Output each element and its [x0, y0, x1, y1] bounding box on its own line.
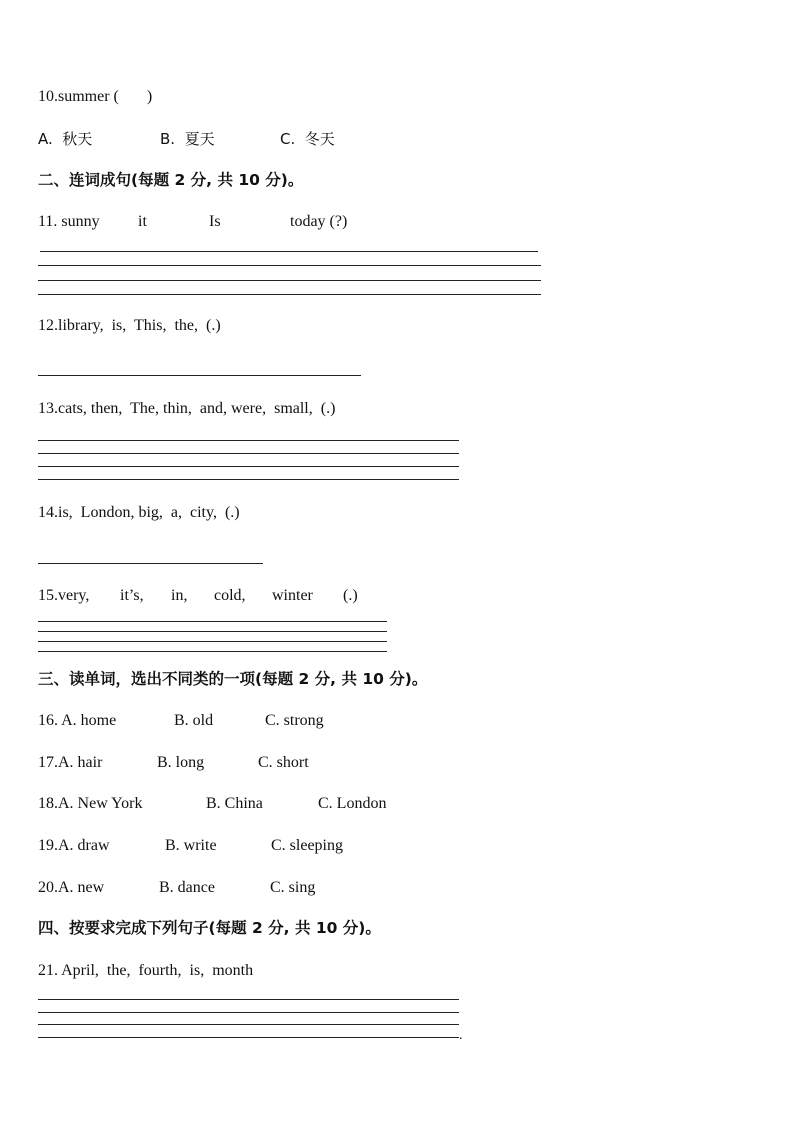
q15-answer-line-3[interactable] — [38, 641, 387, 642]
q21-answer-line-3[interactable] — [38, 1024, 459, 1025]
q18-option-c: C. London — [318, 795, 387, 812]
q15-answer-line-4[interactable] — [38, 651, 387, 652]
q17-option-a: 17.A. hair — [38, 754, 103, 771]
q15-answer-line-1[interactable] — [38, 621, 387, 622]
q11-answer-line-1[interactable] — [40, 251, 538, 252]
q18-option-a: 18.A. New York — [38, 795, 143, 812]
q15-word-1: 15.very, — [38, 587, 90, 604]
q21-answer-line-4[interactable] — [38, 1037, 459, 1038]
q14-answer-line[interactable] — [38, 563, 263, 564]
q16-option-c: C. strong — [265, 712, 324, 729]
q15-word-4: cold, — [214, 587, 246, 604]
q19-option-b: B. write — [165, 837, 217, 854]
q11-word-3: Is — [209, 213, 221, 230]
q21-end-period: . — [459, 1028, 463, 1043]
q15-word-6: (.) — [343, 587, 358, 604]
q11-answer-line-2[interactable] — [38, 265, 541, 266]
q17-option-b: B. long — [157, 754, 205, 771]
q11-word-4: today (?) — [290, 213, 348, 230]
q17-option-c: C. short — [258, 754, 309, 771]
q19-option-c: C. sleeping — [271, 837, 343, 854]
q21-answer-line-2[interactable] — [38, 1012, 459, 1013]
q13-prompt: 13.cats, then, The, thin, and, were, small, (.) — [38, 400, 336, 417]
q20-option-c: C. sing — [270, 879, 316, 896]
q19-option-a: 19.A. draw — [38, 837, 110, 854]
q18-option-b: B. China — [206, 795, 263, 812]
q15-word-5: winter — [272, 587, 313, 604]
q12-answer-line[interactable] — [38, 375, 361, 376]
q13-answer-line-2[interactable] — [38, 453, 459, 454]
q13-answer-line-3[interactable] — [38, 466, 459, 467]
q12-prompt: 12.library, is, This, the, (.) — [38, 317, 221, 334]
section3-heading: 三、读单词，选出不同类的一项(每题 2 分, 共 10 分)。 — [38, 670, 428, 688]
q10-option-b: B. 夏天 — [160, 130, 215, 148]
q16-option-a: 16. A. home — [38, 712, 117, 729]
q13-answer-line-4[interactable] — [38, 479, 459, 480]
q21-prompt: 21. April, the, fourth, is, month — [38, 962, 254, 979]
q15-word-2: it’s, — [120, 587, 144, 604]
q15-answer-line-2[interactable] — [38, 631, 387, 632]
q10-stem: 10.summer ( ) — [38, 88, 153, 105]
q21-answer-line-1[interactable] — [38, 999, 459, 1000]
q20-option-b: B. dance — [159, 879, 215, 896]
section4-heading: 四、按要求完成下列句子(每题 2 分, 共 10 分)。 — [38, 919, 381, 937]
q11-word-1: 11. sunny — [38, 213, 100, 230]
q14-prompt: 14.is, London, big, a, city, (.) — [38, 504, 240, 521]
q10-option-a: A. 秋天 — [38, 130, 93, 148]
q20-option-a: 20.A. new — [38, 879, 105, 896]
q16-option-b: B. old — [174, 712, 214, 729]
q11-word-2: it — [138, 213, 147, 230]
q11-answer-line-3[interactable] — [38, 280, 541, 281]
q13-answer-line-1[interactable] — [38, 440, 459, 441]
q10-option-c: C. 冬天 — [280, 130, 335, 148]
q15-word-3: in, — [171, 587, 188, 604]
q11-answer-line-4[interactable] — [38, 294, 541, 295]
section2-heading: 二、连词成句(每题 2 分, 共 10 分)。 — [38, 171, 304, 189]
